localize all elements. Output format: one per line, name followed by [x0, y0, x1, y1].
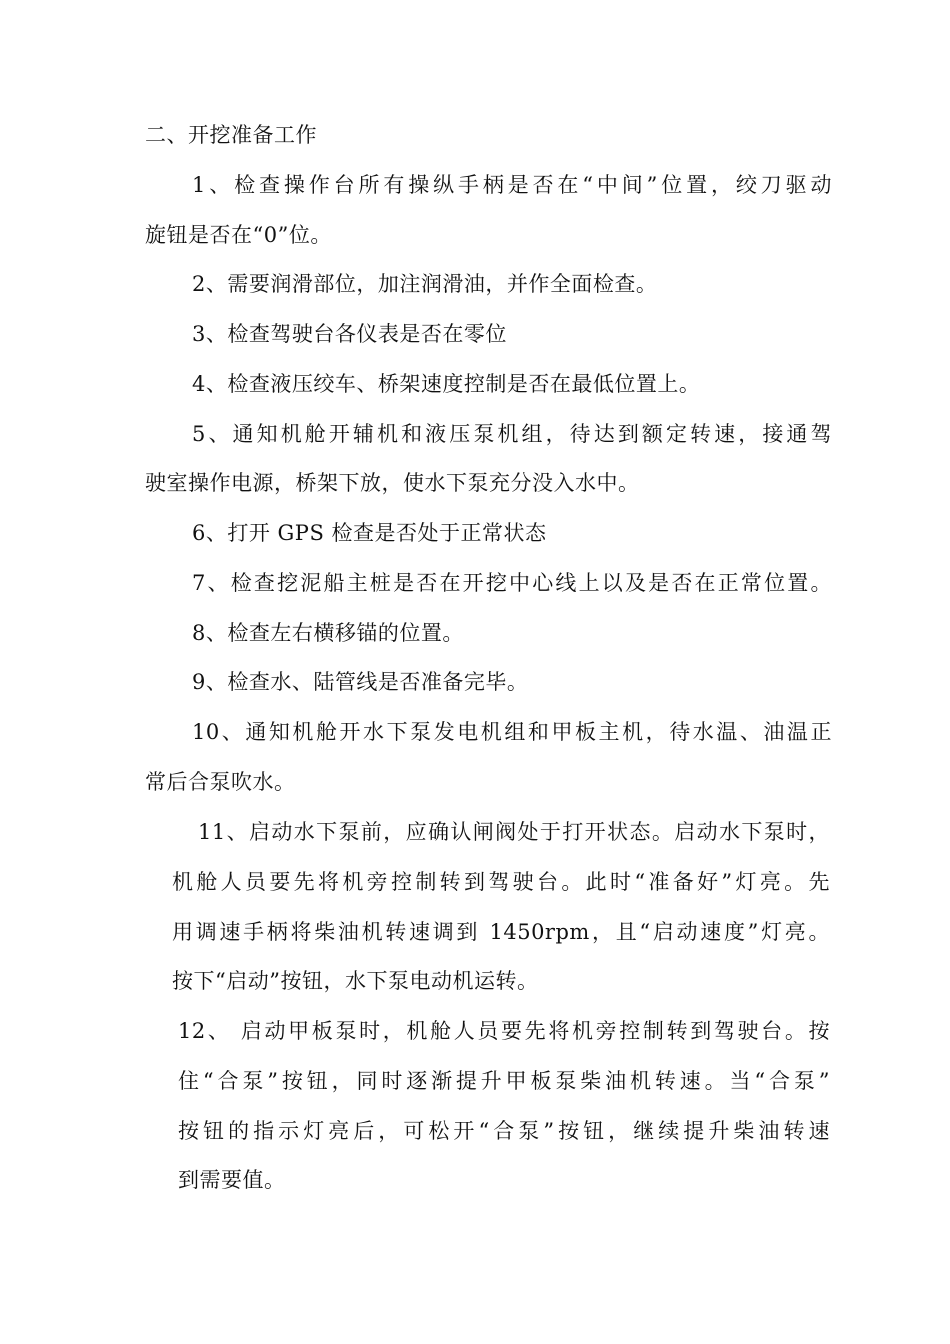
text-line-20: 按钮的指示灯亮后，可松开“合泵”按钮，继续提升柴油转速 — [178, 1119, 830, 1143]
text-line-18: 12、 启动甲板泵时，机舱人员要先将机旁控制转到驾驶台。按 — [178, 1019, 830, 1043]
text-line-10: 8、检查左右横移锚的位置。 — [192, 621, 464, 645]
text-line-11: 9、检查水、陆管线是否准备完毕。 — [192, 670, 529, 694]
text-line-6: 5、通知机舱开辅机和液压泵机组，待达到额定转速，接通驾 — [192, 422, 832, 446]
text-line-1: 1、检查操作台所有操纵手柄是否在“中间”位置，绞刀驱动 — [192, 173, 832, 197]
text-line-8: 6、打开 GPS 检查是否处于正常状态 — [192, 521, 547, 545]
text-line-17: 按下“启动”按钮，水下泵电动机运转。 — [172, 969, 539, 993]
text-line-13: 常后合泵吹水。 — [145, 770, 296, 794]
section-heading: 二、开挖准备工作 — [145, 123, 317, 147]
text-line-12: 10、通知机舱开水下泵发电机组和甲板主机，待水温、油温正 — [192, 720, 832, 744]
text-line-15: 机舱人员要先将机旁控制转到驾驶台。此时“准备好”灯亮。先 — [172, 870, 830, 894]
text-line-7: 驶室操作电源，桥架下放，使水下泵充分没入水中。 — [145, 471, 640, 495]
text-line-2: 旋钮是否在“0”位。 — [145, 223, 332, 247]
text-line-19: 住“合泵”按钮，同时逐渐提升甲板泵柴油机转速。当“合泵” — [178, 1069, 830, 1093]
text-line-5: 4、检查液压绞车、桥架速度控制是否在最低位置上。 — [192, 372, 701, 396]
text-line-3: 2、需要润滑部位，加注润滑油，并作全面检查。 — [192, 272, 658, 296]
text-line-14: 11、启动水下泵前，应确认闸阀处于打开状态。启动水下泵时， — [198, 820, 830, 844]
text-line-21: 到需要值。 — [178, 1168, 286, 1192]
text-line-9: 7、检查挖泥船主桩是否在开挖中心线上以及是否在正常位置。 — [192, 571, 832, 595]
text-line-4: 3、检查驾驶台各仪表是否在零位 — [192, 322, 507, 346]
text-line-16: 用调速手柄将柴油机转速调到 1450rpm，且“启动速度”灯亮。 — [172, 920, 830, 944]
